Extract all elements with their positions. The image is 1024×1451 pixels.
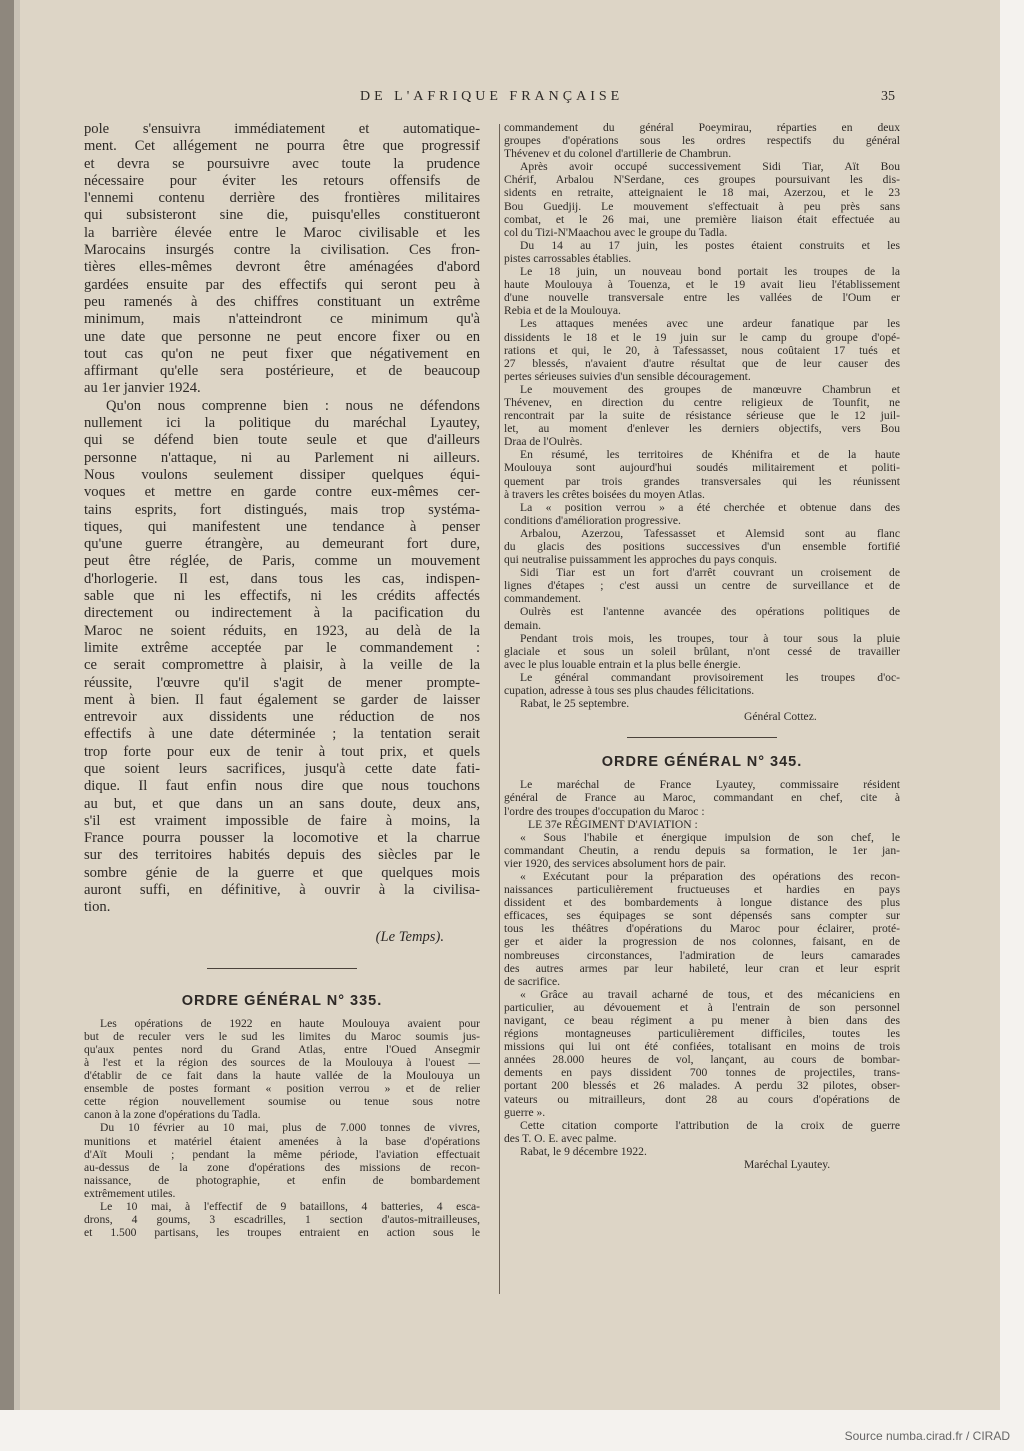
column-divider bbox=[499, 124, 500, 1294]
text-line: Rabat, le 25 septembre. bbox=[520, 697, 630, 711]
text-line: nécessaire pour éviter les retours offensifs de bbox=[84, 172, 480, 189]
order-title-335: ORDRE GÉNÉRAL N° 335. bbox=[181, 992, 383, 1009]
text-line: Arbalou, Azerzou, Tafessasset et Alemsid sont au flanc bbox=[520, 526, 900, 540]
text-line: rations et qui, le 20, à Tafessasset, nous coûtaient 17 tués et bbox=[504, 343, 900, 357]
text-line: navigant, ce beau régiment a pu mener à bien dans des bbox=[504, 1014, 900, 1027]
order-345-body bbox=[504, 778, 900, 1171]
text-line: Draa de l'Oulrès. bbox=[504, 435, 583, 449]
text-line: et 1.500 partisans, les troupes entraient en action sous le bbox=[84, 1226, 480, 1240]
text-line: Le 18 juin, un nouveau bond portait les troupes de la bbox=[520, 265, 900, 279]
text-line: dissident et des bombardements à longue distance des plus bbox=[504, 896, 900, 910]
text-line: l'ordre des troupes d'occupation du Maroc : bbox=[504, 804, 705, 818]
text-line: pistes carrossables établies. bbox=[504, 251, 632, 265]
binding-edge bbox=[0, 0, 14, 1410]
text-line: commandement. bbox=[504, 592, 581, 606]
text-line: missions qui lui ont été confiées, totalisant en moins de trois bbox=[504, 1040, 900, 1054]
text-line: des T. O. E. avec palme. bbox=[504, 1131, 617, 1145]
order-335-body bbox=[84, 1017, 480, 1240]
text-line: régions montagneuses particulièrement difficiles, toutes les bbox=[504, 1027, 900, 1041]
text-line: une date que personne ne peut encore fixer ou en bbox=[84, 328, 480, 345]
text-line: personne n'attaque, ni au Parlement ni ailleurs. bbox=[84, 449, 480, 466]
text-line: lignes d'étapes ; c'est aussi un centre de surveillance et de bbox=[504, 579, 900, 593]
text-line: dique. Il faut enfin nous dire que nous touchons bbox=[84, 778, 480, 795]
text-line: Rebia et de la Moulouya. bbox=[504, 304, 621, 318]
order-335-continuation bbox=[504, 121, 900, 723]
text-line: naissance, de photographie, et enfin de bombardement bbox=[84, 1173, 480, 1187]
text-line: Du 10 février au 10 mai, plus de 7.000 tonnes de vivres, bbox=[100, 1121, 480, 1135]
right-column bbox=[504, 121, 900, 1171]
text-line: effectifs à une date déterminée ; la tentation serait bbox=[84, 726, 480, 743]
section-rule bbox=[207, 968, 357, 969]
text-line: peu ramenés à des chiffres constituant un extrême bbox=[84, 293, 480, 310]
text-line: ment. Cet allégement ne pourra être que progressif bbox=[84, 138, 480, 155]
text-line: « Exécutant pour la préparation des opérations des recon- bbox=[520, 869, 900, 883]
signature-line: Général Cottez. bbox=[744, 710, 817, 724]
text-line: Sidi Tiar est un fort d'arrêt couvrant un croisement de bbox=[520, 566, 900, 580]
source-credit: Source numba.cirad.fr / CIRAD bbox=[844, 1429, 1010, 1443]
text-line: nullement ici la politique du maréchal Lyautey, bbox=[84, 415, 480, 432]
text-line: « Sous l'habile et énergique impulsion de son chef, le bbox=[520, 830, 900, 844]
text-line: glaciale et sous un soleil brûlant, n'ont cessé de travailler bbox=[504, 644, 900, 658]
text-line: groupes d'opérations sous les ordres respectifs du général bbox=[504, 134, 900, 148]
text-line: « Grâce au travail acharné de tous, et des mécaniciens en bbox=[520, 987, 900, 1001]
text-line: des autres armes par leur habileté, leur cran et leur esprit bbox=[504, 961, 900, 975]
text-line: minimum, mais n'atteindront ce minimum qu'à bbox=[84, 311, 480, 328]
text-line: qui subsisteront sine die, puisqu'elles constitueront bbox=[84, 207, 480, 224]
text-line: Le mouvement des groupes de manœuvre Chambrun et bbox=[520, 382, 900, 396]
text-line: vier 1920, des services absolument hors de pair. bbox=[504, 856, 726, 870]
attribution: (Le Temps). bbox=[375, 928, 444, 945]
text-line: que soient leurs sacrifices, jusqu'à cette date fati- bbox=[84, 760, 480, 777]
text-line: réussite, l'œuvre qu'il s'agit de mener prompte- bbox=[84, 674, 480, 691]
text-line: ment à bien. Il faut également se garder de laisser bbox=[84, 691, 480, 708]
text-line: naissances particulièrement fructueuses et hardies en pays bbox=[504, 883, 900, 897]
text-line: d'horlogerie. Il est, dans tous les cas, indispen- bbox=[84, 570, 480, 587]
text-line: d'Aït Mouli ; pendant la même période, l'aviation effectuait bbox=[84, 1147, 480, 1161]
text-line: dements en pays dissident 700 tonnes de projectiles, trans- bbox=[504, 1066, 900, 1080]
text-line: LE 37e RÉGIMENT D'AVIATION : bbox=[528, 817, 698, 831]
text-line: voques et mettre en garde contre eux-mêmes cer- bbox=[84, 484, 480, 501]
text-line: d'établir de ce fait dans la haute vallée de la Moulouya un bbox=[84, 1069, 480, 1083]
text-line: tout cas qu'on ne peut fixer que négativement en bbox=[84, 345, 480, 362]
text-line: tion. bbox=[84, 899, 111, 916]
text-line: ensemble de postes formant « position verrou » et de relier bbox=[84, 1082, 480, 1096]
running-header: DE L'AFRIQUE FRANÇAISE bbox=[360, 89, 624, 104]
section-rule-right bbox=[627, 737, 777, 738]
text-line: au-dessus de la zone d'opérations des missions de recon- bbox=[84, 1160, 480, 1174]
text-line: sable que ni les effectifs, ni les crédits affectés bbox=[84, 588, 480, 605]
text-line: affirmant qu'elle sera postérieure, et de beaucoup bbox=[84, 363, 480, 380]
text-line: à travers les crêtes boisées du moyen Atlas. bbox=[504, 487, 705, 501]
page-number: 35 bbox=[881, 89, 895, 104]
paragraph-continuation bbox=[84, 121, 480, 398]
text-line: Les opérations de 1922 en haute Moulouya avaient pour bbox=[100, 1016, 480, 1030]
text-line: but de reculer vers le sud les limites du Maroc soumis jus- bbox=[84, 1029, 480, 1043]
text-line: peut être réglée, de Paris, comme un mouvement bbox=[84, 553, 480, 570]
text-line: Le général commandant provisoirement les troupes d'oc- bbox=[520, 670, 900, 684]
order-title-345: ORDRE GÉNÉRAL N° 345. bbox=[601, 754, 803, 771]
text-line: d'une nouvelle transversale entre les vallées de l'Oum er bbox=[504, 291, 900, 305]
paragraph-clarification bbox=[84, 398, 480, 917]
text-line: munitions et matériel étaient amenées à la base d'opérations bbox=[84, 1134, 480, 1148]
text-line: Le maréchal de France Lyautey, commissaire résident bbox=[520, 778, 900, 792]
text-line: efficaces, ses équipages se sont dépensés sans compter sur bbox=[504, 909, 900, 923]
text-line: Marocains insurgés contre la civilisation. Ces fron- bbox=[84, 242, 480, 259]
left-column bbox=[84, 121, 480, 1239]
text-line: Thévenev, en direction du centre religieux de Tounfit, ne bbox=[504, 395, 900, 409]
text-line: rencontrait par la suite de résistance sérieuse que le 12 juil- bbox=[504, 409, 900, 423]
text-line: Chérif, Arbalou N'Serdane, ces groupes poursuivant les dis- bbox=[504, 173, 900, 187]
signature-line: Maréchal Lyautey. bbox=[744, 1158, 831, 1172]
text-line: du glacis des positions successives d'un ensemble fortifié bbox=[504, 540, 900, 553]
text-line: avec le plus louable entrain et la plus belle énergie. bbox=[504, 657, 741, 671]
text-line: Qu'on nous comprenne bien : nous ne défendons bbox=[106, 397, 480, 414]
text-line: pertes sérieuses suivies d'un sensible découragement. bbox=[504, 369, 751, 383]
text-line: de sacrifice. bbox=[504, 974, 560, 988]
text-line: particulier, au dévouement et à l'entrain de son personnel bbox=[504, 1000, 900, 1014]
text-line: auront suffi, en définitive, à ouvrir à la civilisa- bbox=[84, 882, 480, 899]
text-line: haute Moulouya à Touenza, et le 19 avait lieu l'établissement bbox=[504, 278, 900, 292]
text-line: Les attaques menées avec une ardeur fanatique par les bbox=[520, 317, 900, 331]
text-line: tiques, qui manifestent une tendance à penser bbox=[84, 518, 480, 535]
text-line: quement par trois grandes transversales qui les réunissent bbox=[504, 474, 900, 488]
text-line: qui neutralise puissamment les approches du pays conquis. bbox=[504, 553, 778, 567]
document-page bbox=[20, 0, 1000, 1410]
text-line: Bou Guedjij. Le mouvement s'effectuait à peu près sans bbox=[504, 199, 900, 213]
text-line: Du 14 au 17 juin, les postes étaient construits et les bbox=[520, 238, 900, 252]
text-line: dissidents le 18 et le 19 juin sur le camp du groupe d'opé- bbox=[504, 330, 900, 344]
text-line: let, au moment d'enlever les derniers objectifs, vers Bou bbox=[504, 422, 900, 436]
text-line: 27 blessés, n'avaient d'autre résultat que de leur causer des bbox=[504, 356, 900, 370]
text-line: cette région nouvellement soumise ou tenue sous notre bbox=[84, 1095, 480, 1109]
text-line: portant 200 blessés et 26 malades. A perdu 32 pilotes, obser- bbox=[504, 1079, 900, 1093]
text-line: s'il est vraiment impossible de faire à moins, la bbox=[84, 812, 480, 829]
text-line: drons, 4 goums, 3 escadrilles, 1 section d'autos-mitrailleuses, bbox=[84, 1213, 480, 1227]
text-line: Oulrès est l'antenne avancée des opérations politiques de bbox=[520, 605, 900, 619]
text-line: au but, et que dans un an sans doute, deux ans, bbox=[84, 795, 480, 812]
text-line: tous les théâtres d'opérations du Maroc pour éclairer, proté- bbox=[504, 922, 900, 936]
text-line: commandant Cheutin, a rendu depuis sa formation, le 1er jan- bbox=[504, 843, 900, 857]
text-line: gardées ensuite par des effectifs qui seront peu à bbox=[84, 276, 480, 293]
text-line: qu'aux pentes nord du Grand Atlas, entre l'Oued Ansegmir bbox=[84, 1042, 480, 1056]
text-line: qui se défend bien toute seule et que d'ailleurs bbox=[84, 432, 480, 449]
text-line: pole s'ensuivra immédiatement et automatique- bbox=[84, 121, 480, 137]
text-line: Maroc ne soient réduits, en 1923, au delà de la bbox=[84, 622, 480, 639]
text-line: trop forte pour eux de tenir à tout prix, et quels bbox=[84, 743, 480, 760]
text-line: tières elles-mêmes devront être aménagées d'abord bbox=[84, 259, 480, 276]
text-line: au 1er janvier 1924. bbox=[84, 380, 201, 397]
text-line: ger et aider la progression de nos colonnes, faisant, en de bbox=[504, 935, 900, 949]
text-line: qu'une guerre étrangère, au demeurant fort dure, bbox=[84, 536, 480, 553]
text-line: général de France au Maroc, commandant en chef, cite à bbox=[504, 791, 900, 805]
text-line: Moulouya sont aujourd'hui soudés militairement et politi- bbox=[504, 461, 900, 475]
text-line: Nous voulons seulement dissiper quelques équi- bbox=[84, 466, 480, 483]
text-line: limite extrême acceptée par le commandement : bbox=[84, 639, 480, 656]
text-line: sur des territoires habités depuis des siècles par le bbox=[84, 847, 480, 864]
text-line: tains esprits, fort distingués, mais trop systéma- bbox=[84, 501, 480, 518]
text-line: col du Tizi-N'Maachou avec le groupe du Tadla. bbox=[504, 225, 728, 239]
text-line: à l'est et la région des sources de la Moulouya à l'ouest — bbox=[84, 1055, 480, 1069]
text-line: cupation, adresse à tous ses plus chaudes félicitations. bbox=[504, 684, 755, 698]
text-line: Rabat, le 9 décembre 1922. bbox=[520, 1144, 647, 1158]
text-line: Pendant trois mois, les troupes, tour à tour sous la pluie bbox=[520, 631, 900, 645]
text-line: Thévenev et du colonel d'artillerie de Chambrun. bbox=[504, 147, 732, 161]
text-line: En résumé, les territoires de Khénifra et de la haute bbox=[520, 448, 900, 462]
text-line: Cette citation comporte l'attribution de la croix de guerre bbox=[520, 1118, 900, 1132]
text-line: La « position verrou » a été cherchée et obtenue dans des bbox=[520, 500, 900, 514]
text-line: canon à la zone d'opérations du Tadla. bbox=[84, 1108, 261, 1122]
text-line: sidents en retraite, atteignaient le 18 mai, Azerzou, et le 23 bbox=[504, 186, 900, 200]
text-line: vateurs ou mitrailleurs, dont 28 au cours d'opérations de bbox=[504, 1092, 900, 1106]
text-line: années 28.000 heures de vol, lançant, au cours de bombar- bbox=[504, 1053, 900, 1067]
text-line: Après avoir occupé successivement Sidi Tiar, Aït Bou bbox=[520, 160, 900, 174]
text-line: guerre ». bbox=[504, 1105, 546, 1119]
text-line: France pourra pousser la locomotive et la charrue bbox=[84, 830, 480, 847]
text-line: extrêmement utiles. bbox=[84, 1186, 176, 1200]
text-line: nombreuses circonstances, l'admiration de leurs camarades bbox=[504, 948, 900, 962]
text-line: demain. bbox=[504, 618, 542, 632]
text-line: Le 10 mai, à l'effectif de 9 bataillons, 4 batteries, 4 esca- bbox=[100, 1199, 480, 1213]
text-line: entrevoir aux dissidents une réduction de nos bbox=[84, 709, 480, 726]
text-line: ce serait compromettre à plaisir, à la veille de la bbox=[84, 657, 480, 674]
text-line: combat, et le 26 mai, une première liaison était effectuée au bbox=[504, 212, 900, 226]
text-line: l'ennemi contenu derrière des frontières militaires bbox=[84, 190, 480, 207]
text-line: la barrière élevée entre le Maroc civilisable et les bbox=[84, 224, 480, 241]
text-line: et devra se poursuivre avec toute la prudence bbox=[84, 155, 480, 172]
text-line: sombre génie de la guerre et que quelques mois bbox=[84, 864, 480, 881]
text-line: conditions d'amélioration progressive. bbox=[504, 513, 681, 527]
text-line: directement ou indirectement à la pacification du bbox=[84, 605, 480, 622]
text-line: commandement du général Poeymirau, réparties en deux bbox=[504, 121, 900, 134]
